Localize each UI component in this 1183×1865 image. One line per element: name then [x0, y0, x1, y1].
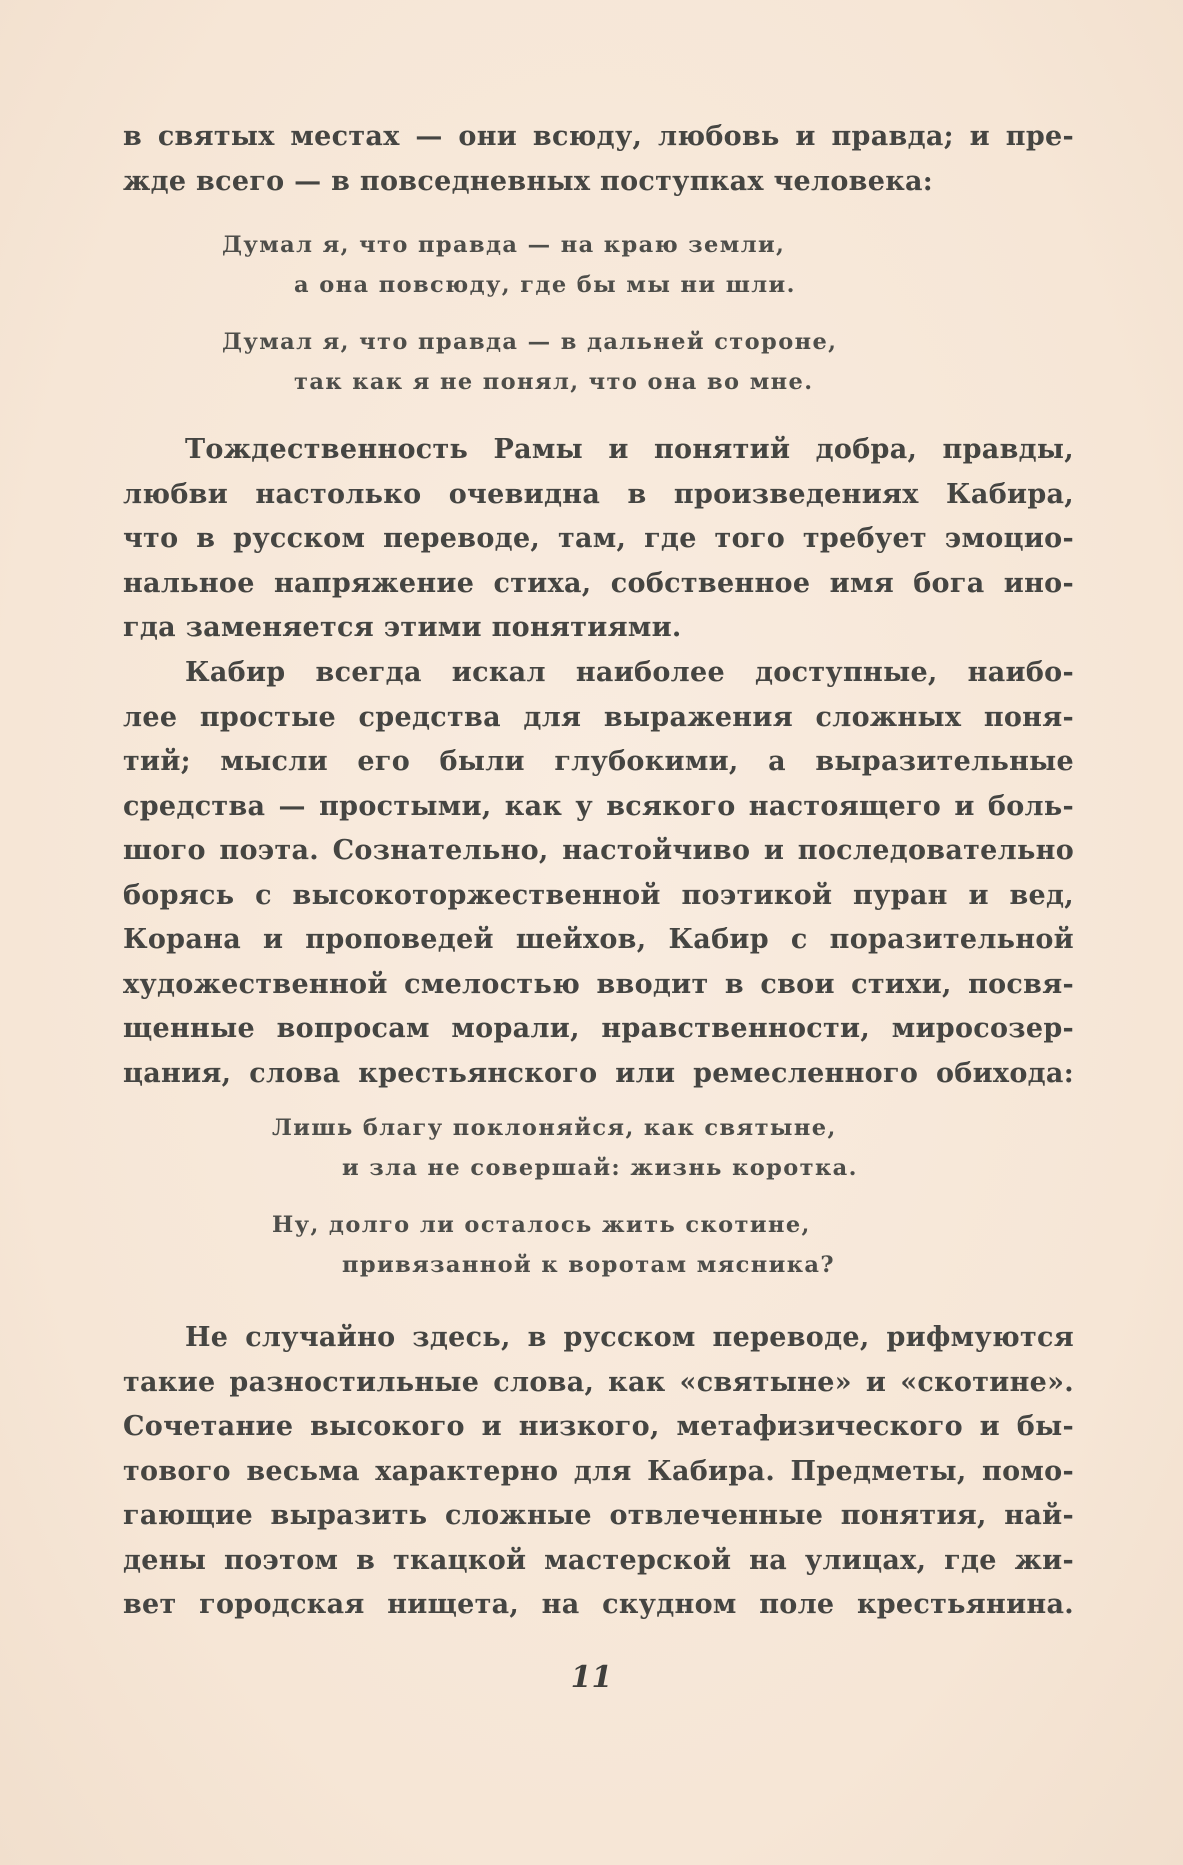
verse-line: привязанной к воротам мясника?	[342, 1252, 835, 1278]
intro-paragraph	[123, 115, 1074, 204]
text-line: Тождественность Рамы и понятий добра, правды,	[185, 434, 1074, 465]
text-line: Корана и проповедей шейхов, Кабир с поразительной	[123, 924, 1074, 955]
text-line: цания, слова крестьянского или ремесленного обихода:	[123, 1057, 1074, 1089]
text-line: гда заменяется этими понятиями.	[123, 612, 682, 643]
verse-stanza	[272, 1108, 858, 1188]
verse-line: Лишь благу поклоняйся, как святыне,	[272, 1115, 837, 1141]
text-line: лее простые средства для выражения сложных поня-	[123, 701, 1074, 733]
text-line: дены поэтом в ткацкой мастерской на улицах, где жи-	[123, 1544, 1074, 1576]
text-line: средства — простыми, как у всякого настоящего и боль-	[123, 790, 1074, 822]
verse-line: Ну, долго ли осталось жить скотине,	[272, 1212, 811, 1238]
text-line: нальное напряжение стиха, собственное имя бога ино-	[123, 567, 1074, 599]
paragraph	[123, 651, 1074, 1096]
verse-stanza	[222, 225, 796, 305]
text-line: гающие выразить сложные отвлеченные понятия, най-	[123, 1500, 1074, 1531]
verse-stanza	[222, 322, 837, 402]
text-line: любви настолько очевидна в произведениях Кабира,	[123, 478, 1074, 510]
verse-line: Думал я, что правда — в дальней стороне,	[222, 329, 838, 355]
text-line: Сочетание высокого и низкого, метафизического и бы-	[123, 1411, 1074, 1442]
text-line: в святых местах — они всюду, любовь и правда; и пре-	[123, 121, 1074, 152]
paragraph	[123, 428, 1074, 651]
text-line: Не случайно здесь, в русском переводе, рифмуются	[185, 1322, 1074, 1353]
text-line: тового весьма характерно для Кабира. Предметы, помо-	[123, 1455, 1074, 1487]
text-line: шого поэта. Сознательно, настойчиво и последовательно	[123, 835, 1074, 866]
text-line: Кабир всегда искал наиболее доступные, наибо-	[185, 657, 1074, 688]
page-number: 11	[570, 1660, 613, 1695]
text-line: щенные вопросам морали, нравственности, миросозер-	[123, 1013, 1074, 1044]
text-line: вет городская нищета, на скудном поле крестьянина.	[123, 1589, 1074, 1620]
paragraph	[123, 1316, 1074, 1628]
verse-line: так как я не понял, что она во мне.	[294, 369, 814, 395]
verse-line: Думал я, что правда — на краю земли,	[222, 232, 786, 258]
text-line: тий; мысли его были глубокими, а выразительные	[123, 746, 1074, 777]
verse-stanza	[272, 1205, 835, 1285]
verse-line: и зла не совершай: жизнь коротка.	[342, 1155, 858, 1181]
text-line: художественной смелостью вводит в свои стихи, посвя-	[123, 968, 1074, 1000]
text-line: борясь с высокоторжественной поэтикой пуран и вед,	[123, 879, 1074, 911]
text-line: что в русском переводе, там, где того требует эмоцио-	[123, 523, 1074, 554]
text-line: жде всего — в повседневных поступках человека:	[123, 165, 934, 197]
text-line: такие разностильные слова, как «святыне» и «скотине».	[123, 1366, 1074, 1398]
verse-line: а она повсюду, где бы мы ни шли.	[294, 272, 796, 298]
